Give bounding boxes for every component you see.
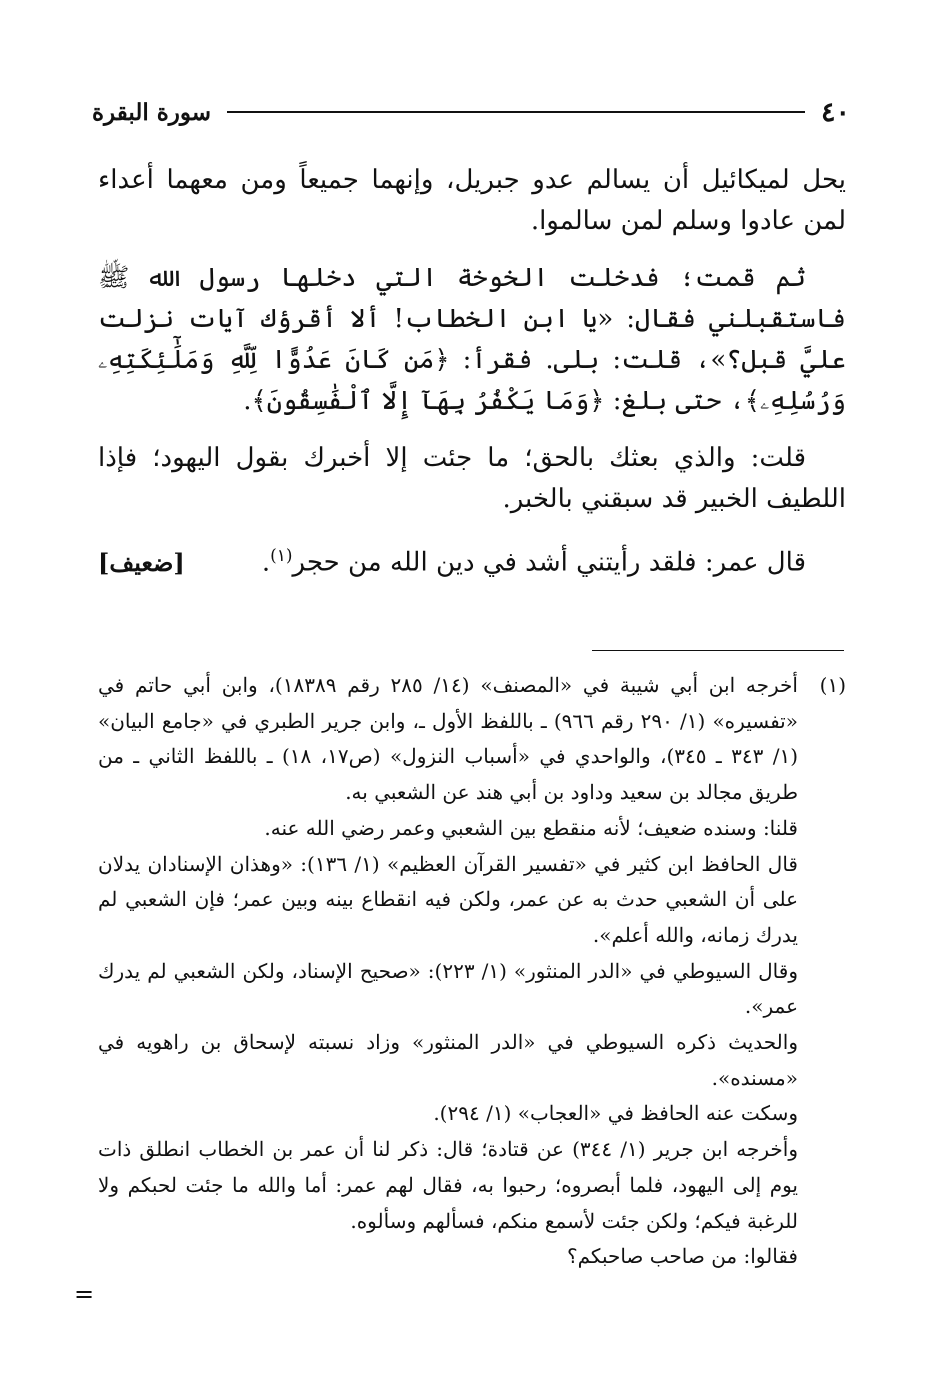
footnote-reference: (١) [270, 546, 293, 566]
paragraph-2: ثم قمت؛ فدخلت الخوخة التي دخلها رسول الله ﷺ فاستقبلني فقال: «يا ابن الخطاب! ألا أقرؤك آيات نزلت عليَّ قبل؟»، قلت: بلى. فقرأ: ﴿مَن كَانَ عَدُوًّا لِّلَّهِ وَمَلَٰٓئِكَتِهِۦ وَرُسُلِهِۦ﴾، حتى بلغ: ﴿وَمَا يَكْفُرُ بِهَآ إِلَّا ٱلْفَٰسِقُونَ﴾. [98, 263, 846, 416]
footnote-paragraph: أخرجه ابن أبي شيبة في «المصنف» (١٤/ ٢٨٥ رقم ١٨٣٨٩)، وابن أبي حاتم في «تفسيره» (١/ ٢٩٠ رقم ٩٦٦) ـ باللفظ الأول ـ، وابن جرير الطبري في «جامع البيان» (١/ ٣٤٣ ـ ٣٤٥)، والواحدي في «أسباب النزول» (ص١٧، ١٨) ـ باللفظ الثاني ـ من طريق مجالد بن سعيد وداود بن أبي هند عن الشعبي به. [98, 673, 798, 805]
footnote-body [98, 668, 798, 1275]
continuation-mark: = [74, 1280, 95, 1308]
footnote-rule [592, 650, 844, 651]
closing-line [98, 536, 846, 584]
page-number: ٤٠ [820, 96, 850, 128]
page-header [92, 92, 850, 132]
footnote-number: (١) [819, 673, 846, 697]
footnote-paragraph: قال الحافظ ابن كثير في «تفسير القرآن العظيم» (١/ ١٣٦): «وهذان الإسنادان يدلان على أن الشعبي حدث به عن عمر، ولكن فيه انقطاع بينه وبين عمر؛ فإن الشعبي لم يدرك زمانه، والله أعلم». [98, 851, 798, 947]
footnote-paragraph: والحديث ذكره السيوطي في «الدر المنثور» وزاد نسبته لإسحاق بن راهويه في «مسنده». [98, 1030, 798, 1090]
header-rule [227, 111, 805, 113]
paragraph-4 [262, 536, 846, 584]
footnote-1 [98, 668, 846, 1275]
hadith-grade: [ضعيف] [98, 547, 185, 577]
footnote-paragraph: وأخرجه ابن جرير (١/ ٣٤٤) عن قتادة؛ قال: ذكر لنا أن عمر بن الخطاب انطلق ذات يوم إلى اليهود، فلما أبصروه؛ رحبوا به، فقال لهم عمر: أما والله ما جئت لحبكم ولا للرغبة فيكم؛ ولكن جئت لأسمع منكم، فسألهم وسألوه. [98, 1137, 798, 1233]
main-text [98, 160, 846, 584]
footnotes [98, 668, 846, 1275]
paragraph-3: قلت: والذي بعثك بالحق؛ ما جئت إلا أخبرك بقول اليهود؛ فإذا اللطيف الخبير قد سبقني بالخبر. [98, 443, 846, 514]
paragraph-4-text: قال عمر: فلقد رأيتني أشد في دين الله من حجر [292, 547, 806, 578]
paragraph-4-end: . [261, 547, 271, 578]
surah-title: سورة البقرة [92, 98, 212, 126]
footnote-paragraph: قلنا: وسنده ضعيف؛ لأنه منقطع بين الشعبي وعمر رضي الله عنه. [264, 815, 798, 840]
footnote-paragraph: وقال السيوطي في «الدر المنثور» (١/ ٢٢٣): «صحيح الإسناد، ولكن الشعبي لم يدرك عمر». [98, 958, 798, 1019]
footnote-paragraph: فقالوا: من صاحب صاحبكم؟ [566, 1244, 798, 1269]
footnote-paragraph: وسكت عنه الحافظ في «العجاب» (١/ ٢٩٤). [433, 1101, 798, 1126]
paragraph-1: يحل لميكائيل أن يسالم عدو جبريل، وإنهما جميعاً ومن معهما أعداء لمن عادوا وسلم لمن سالموا. [98, 165, 846, 236]
